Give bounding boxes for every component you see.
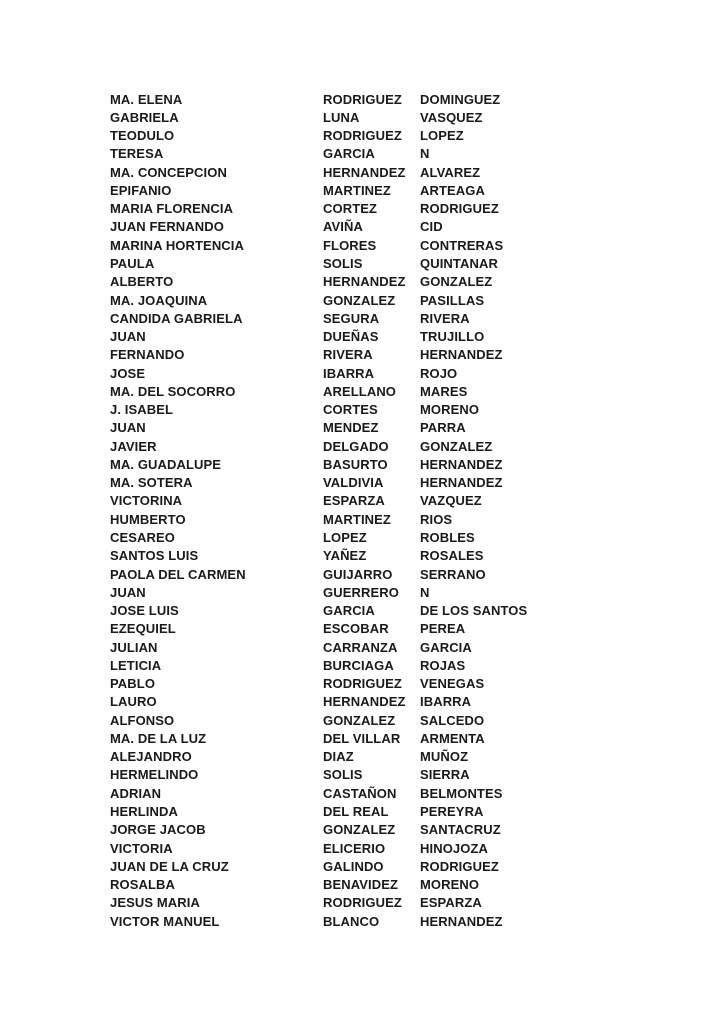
maternal-surname-cell: BELMONTES (420, 785, 503, 801)
maternal-surname-cell: GARCIA (420, 639, 472, 655)
paternal-surname-cell: HERNANDEZ (323, 164, 406, 180)
table-row (110, 620, 630, 638)
table-row (110, 821, 630, 839)
maternal-surname-cell: MORENO (420, 877, 480, 893)
given-name-cell: J. ISABEL (110, 402, 174, 418)
given-name-cell: LETICIA (110, 657, 162, 673)
maternal-surname-cell: PEREYRA (420, 803, 484, 819)
table-row (110, 729, 630, 747)
given-name-cell: MA. CONCEPCION (110, 164, 227, 180)
paternal-surname-cell: IBARRA (323, 365, 375, 381)
given-name-cell: VICTORINA (110, 493, 183, 509)
paternal-surname-cell: BENAVIDEZ (323, 877, 399, 893)
maternal-surname-cell: SERRANO (420, 566, 486, 582)
table-row (110, 528, 630, 546)
given-name-cell: EZEQUIEL (110, 621, 176, 637)
given-name-cell: JUAN (110, 584, 146, 600)
given-name-cell: HUMBERTO (110, 511, 186, 527)
maternal-surname-cell: RODRIGUEZ (420, 201, 499, 217)
maternal-surname-cell: ROJAS (420, 657, 466, 673)
given-name-cell: MA. SOTERA (110, 475, 193, 491)
given-name-cell: JOSE (110, 365, 146, 381)
paternal-surname-cell: ARELLANO (323, 383, 397, 399)
paternal-surname-cell: BLANCO (323, 913, 380, 929)
paternal-surname-cell: LOPEZ (323, 530, 367, 545)
given-name-cell: JUAN DE LA CRUZ (110, 858, 229, 874)
paternal-surname-cell: GONZALEZ (323, 822, 396, 838)
table-row (110, 419, 630, 437)
maternal-surname-cell: RIOS (420, 511, 453, 527)
paternal-surname-cell: SEGURA (323, 310, 380, 326)
table-row (110, 127, 630, 145)
table-row (110, 583, 630, 601)
given-name-cell: MA. GUADALUPE (110, 456, 222, 472)
paternal-surname-cell: GUIJARRO (323, 566, 393, 582)
given-name-cell: HERMELINDO (110, 767, 199, 783)
paternal-surname-cell: LUNA (323, 109, 360, 125)
paternal-surname-cell: HERNANDEZ (323, 274, 406, 290)
given-name-cell: MA. DE LA LUZ (110, 730, 207, 746)
table-row (110, 565, 630, 583)
paternal-surname-cell: GALINDO (323, 858, 384, 874)
paternal-surname-cell: CORTEZ (323, 201, 378, 217)
maternal-surname-cell: DOMINGUEZ (420, 91, 501, 107)
table-row (110, 656, 630, 674)
maternal-surname-cell: HERNANDEZ (420, 456, 503, 472)
table-row (110, 364, 630, 382)
table-row (110, 218, 630, 236)
given-name-cell: ADRIAN (110, 785, 162, 801)
paternal-surname-cell: BASURTO (323, 456, 388, 472)
paternal-surname-cell: MENDEZ (323, 420, 379, 436)
table-row (110, 510, 630, 528)
paternal-surname-cell: VALDIVIA (323, 475, 384, 491)
maternal-surname-cell: PARRA (420, 420, 466, 436)
maternal-surname-cell: ROJO (420, 365, 458, 381)
given-name-cell: TEODULO (110, 128, 175, 144)
table-row (110, 455, 630, 473)
maternal-surname-cell: MUÑOZ (420, 749, 469, 765)
table-row (110, 802, 630, 820)
maternal-surname-cell: ARMENTA (420, 730, 485, 746)
maternal-surname-cell: HERNANDEZ (420, 475, 503, 491)
given-name-cell: EPIFANIO (110, 182, 172, 198)
table-row (110, 547, 630, 565)
given-name-cell: CANDIDA GABRIELA (110, 310, 243, 326)
maternal-surname-cell: ESPARZA (420, 895, 482, 911)
given-name-cell: JOSE LUIS (110, 603, 179, 619)
paternal-surname-cell: GONZALEZ (323, 712, 396, 728)
table-row (110, 912, 630, 930)
maternal-surname-cell: VAZQUEZ (420, 493, 482, 509)
given-name-cell: MA. DEL SOCORRO (110, 383, 236, 399)
paternal-surname-cell: RODRIGUEZ (323, 676, 402, 692)
maternal-surname-cell: HERNANDEZ (420, 347, 503, 363)
maternal-surname-cell: RODRIGUEZ (420, 858, 499, 874)
table-row (110, 675, 630, 693)
given-name-cell: ALEJANDRO (110, 749, 192, 765)
paternal-surname-cell: RODRIGUEZ (323, 91, 402, 107)
given-name-cell: TERESA (110, 146, 164, 162)
given-name-cell: JESUS MARIA (110, 895, 200, 911)
table-row (110, 601, 630, 619)
paternal-surname-cell: RODRIGUEZ (323, 128, 402, 144)
maternal-surname-cell: ROSALES (420, 548, 484, 564)
paternal-surname-cell: ESPARZA (323, 493, 385, 509)
table-row (110, 401, 630, 419)
table-row (110, 90, 630, 108)
paternal-surname-cell: MARTINEZ (323, 511, 391, 527)
paternal-surname-cell: CASTAÑON (323, 785, 397, 801)
paternal-surname-cell: RODRIGUEZ (323, 895, 402, 911)
given-name-cell: JAVIER (110, 438, 157, 454)
maternal-surname-cell: N (420, 584, 430, 600)
maternal-surname-cell: QUINTANAR (420, 256, 498, 272)
given-name-cell: PABLO (110, 676, 156, 692)
given-name-cell: MA. JOAQUINA (110, 292, 208, 308)
paternal-surname-cell: FLORES (323, 237, 377, 253)
given-name-cell: JUAN (110, 329, 146, 345)
given-name-cell: PAULA (110, 256, 155, 272)
table-row (110, 108, 630, 126)
maternal-surname-cell: MARES (420, 383, 468, 399)
table-row (110, 492, 630, 510)
maternal-surname-cell: CID (420, 219, 443, 235)
paternal-surname-cell: SOLIS (323, 767, 363, 783)
maternal-surname-cell: CONTRERAS (420, 237, 504, 253)
table-row (110, 894, 630, 912)
maternal-surname-cell: GONZALEZ (420, 274, 493, 290)
table-row (110, 145, 630, 163)
given-name-cell: VICTOR MANUEL (110, 913, 220, 929)
maternal-surname-cell: DE LOS SANTOS (420, 603, 528, 619)
table-row (110, 748, 630, 766)
table-row (110, 839, 630, 857)
maternal-surname-cell: PEREA (420, 621, 466, 637)
given-name-cell: JULIAN (110, 639, 158, 655)
given-name-cell: HERLINDA (110, 803, 178, 819)
table-row (110, 474, 630, 492)
table-row (110, 236, 630, 254)
table-row (110, 638, 630, 656)
maternal-surname-cell: GONZALEZ (420, 438, 493, 454)
table-row (110, 711, 630, 729)
paternal-surname-cell: RIVERA (323, 347, 373, 363)
paternal-surname-cell: SOLIS (323, 256, 363, 272)
table-row (110, 291, 630, 309)
given-name-cell: LAURO (110, 694, 157, 710)
maternal-surname-cell: SANTACRUZ (420, 822, 501, 838)
maternal-surname-cell: SALCEDO (420, 712, 485, 728)
given-name-cell: MARIA FLORENCIA (110, 201, 234, 217)
given-name-cell: GABRIELA (110, 109, 179, 125)
paternal-surname-cell: DELGADO (323, 438, 389, 454)
maternal-surname-cell: VASQUEZ (420, 109, 483, 125)
maternal-surname-cell: ARTEAGA (420, 182, 485, 198)
table-row (110, 693, 630, 711)
maternal-surname-cell: VENEGAS (420, 676, 485, 692)
maternal-surname-cell: RIVERA (420, 310, 470, 326)
paternal-surname-cell: GARCIA (323, 603, 375, 619)
given-name-cell: ROSALBA (110, 877, 175, 893)
maternal-surname-cell: HINOJOZA (420, 840, 488, 856)
table-row (110, 309, 630, 327)
paternal-surname-cell: HERNANDEZ (323, 694, 406, 710)
table-row (110, 181, 630, 199)
maternal-surname-cell: SIERRA (420, 767, 470, 783)
given-name-cell: MA. ELENA (110, 91, 183, 107)
table-row (110, 784, 630, 802)
paternal-surname-cell: BURCIAGA (323, 657, 394, 673)
table-row (110, 346, 630, 364)
table-row (110, 766, 630, 784)
table-row (110, 273, 630, 291)
table-row (110, 857, 630, 875)
paternal-surname-cell: GUERRERO (323, 584, 399, 600)
paternal-surname-cell: DUEÑAS (323, 329, 379, 345)
table-row (110, 327, 630, 345)
paternal-surname-cell: GARCIA (323, 146, 375, 162)
given-name-cell: JORGE JACOB (110, 822, 206, 838)
maternal-surname-cell: ALVAREZ (420, 164, 481, 180)
given-name-cell: ALFONSO (110, 712, 175, 728)
given-name-cell: MARINA HORTENCIA (110, 237, 244, 253)
table-row (110, 254, 630, 272)
paternal-surname-cell: MARTINEZ (323, 182, 391, 198)
given-name-cell: PAOLA DEL CARMEN (110, 566, 246, 582)
paternal-surname-cell: DEL REAL (323, 803, 389, 819)
table-row (110, 875, 630, 893)
table-row (110, 437, 630, 455)
maternal-surname-cell: PASILLAS (420, 292, 485, 308)
paternal-surname-cell: CARRANZA (323, 639, 398, 655)
table-row (110, 163, 630, 181)
given-name-cell: JUAN FERNANDO (110, 219, 224, 235)
names-list (110, 90, 630, 930)
paternal-surname-cell: DIAZ (323, 749, 354, 765)
maternal-surname-cell: TRUJILLO (420, 329, 485, 345)
maternal-surname-cell: IBARRA (420, 694, 472, 710)
paternal-surname-cell: ESCOBAR (323, 621, 389, 637)
paternal-surname-cell: DEL VILLAR (323, 730, 401, 746)
given-name-cell: JUAN (110, 420, 146, 436)
paternal-surname-cell: CORTES (323, 402, 378, 418)
maternal-surname-cell: N (420, 146, 430, 162)
maternal-surname-cell: ROBLES (420, 530, 475, 545)
paternal-surname-cell: GONZALEZ (323, 292, 396, 308)
given-name-cell: ALBERTO (110, 274, 174, 290)
given-name-cell: FERNANDO (110, 347, 185, 363)
given-name-cell: VICTORIA (110, 840, 173, 856)
given-name-cell: SANTOS LUIS (110, 548, 199, 564)
paternal-surname-cell: YAÑEZ (323, 548, 367, 564)
maternal-surname-cell: LOPEZ (420, 128, 464, 144)
maternal-surname-cell: MORENO (420, 402, 480, 418)
table-row (110, 382, 630, 400)
table-row (110, 200, 630, 218)
paternal-surname-cell: ELICERIO (323, 840, 386, 856)
maternal-surname-cell: HERNANDEZ (420, 913, 503, 929)
given-name-cell: CESAREO (110, 530, 175, 545)
paternal-surname-cell: AVIÑA (323, 219, 363, 235)
